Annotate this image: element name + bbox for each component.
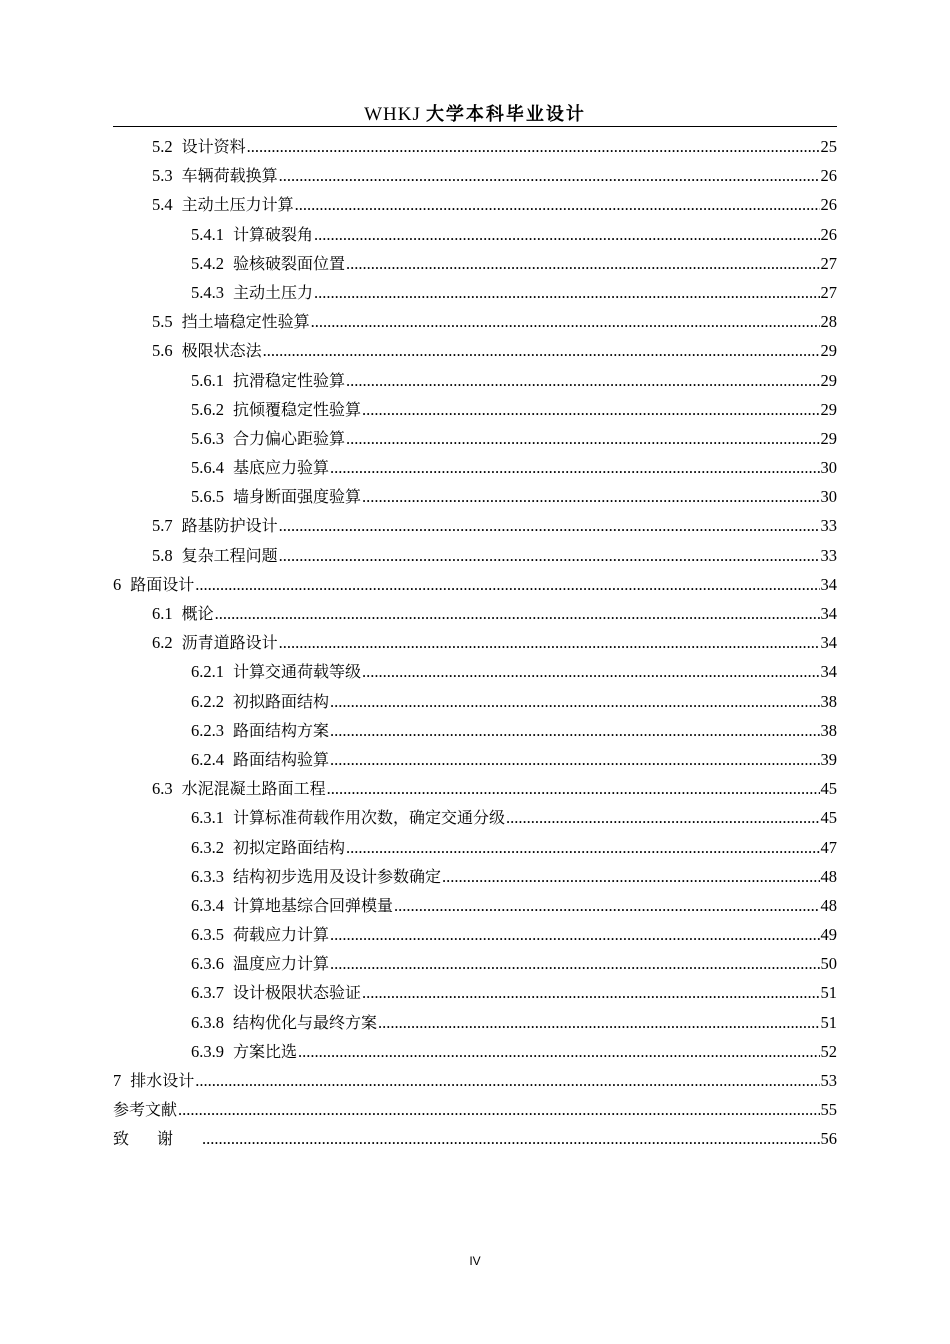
toc-dot-leader: [506, 808, 819, 828]
toc-dot-leader: [330, 954, 819, 974]
toc-entry-page: 51: [820, 1012, 837, 1032]
toc-entry-number: 5.6.4: [191, 458, 224, 478]
header-title: 大学本科毕业设计: [425, 104, 586, 125]
toc-dot-leader: [279, 546, 820, 566]
toc-entry[interactable]: [113, 251, 837, 280]
toc-entry-title: 合力偏心距验算: [233, 428, 346, 448]
toc-entry-number: 6.3.2: [191, 837, 224, 857]
toc-entry[interactable]: [113, 747, 837, 776]
toc-dot-leader: [378, 1013, 819, 1033]
toc-dot-leader: [195, 575, 819, 595]
toc-entry[interactable]: [113, 484, 837, 513]
toc-entry-title: 路面结构方案: [233, 720, 330, 740]
toc-entry-page: 34: [820, 633, 837, 653]
toc-dot-leader: [178, 1100, 819, 1120]
toc-dot-leader: [330, 692, 819, 712]
toc-entry[interactable]: [113, 192, 837, 221]
toc-entry[interactable]: [113, 397, 837, 426]
toc-entry-title: 复杂工程问题: [181, 545, 278, 565]
toc-dot-leader: [279, 516, 820, 536]
toc-entry-title: 排水设计: [130, 1071, 195, 1090]
toc-dot-leader: [327, 779, 820, 799]
toc-entry-title: 计算地基综合回弹模量: [233, 895, 394, 915]
toc-entry-page: 38: [820, 720, 837, 740]
toc-entry[interactable]: [113, 805, 837, 834]
toc-entry-number: 6.3.1: [191, 808, 224, 828]
toc-dot-leader: [442, 867, 819, 887]
toc-entry-title: 主动土压力: [233, 282, 314, 302]
toc-dot-leader: [346, 838, 819, 858]
toc-entry-title: 计算标准荷载作用次数，确定交通分级: [233, 808, 506, 828]
toc-entry-page: 56: [820, 1129, 837, 1149]
toc-dot-leader: [263, 341, 820, 361]
toc-dot-leader: [330, 750, 819, 770]
toc-dot-leader: [279, 166, 820, 186]
toc-entry-number: 6.2.2: [191, 691, 224, 711]
toc-entry-page: 26: [820, 224, 837, 244]
toc-dot-leader: [362, 400, 819, 420]
header-school-code: WHKJ: [364, 104, 421, 125]
toc-entry-page: 27: [820, 282, 837, 302]
toc-entry-title: 荷载应力计算: [233, 925, 330, 945]
toc-entry-number: 5.5: [152, 312, 173, 332]
toc-entry-title: 墙身断面强度验算: [233, 487, 362, 507]
toc-entry-number: 6.1: [152, 604, 173, 623]
toc-entry-page: 47: [820, 837, 837, 857]
toc-entry-title: 结构优化与最终方案: [233, 1012, 378, 1032]
toc-entry-page: 52: [820, 1041, 837, 1061]
toc-entry[interactable]: [113, 368, 837, 397]
toc-entry-number: 6.2.4: [191, 749, 224, 769]
toc-entry-title: 基底应力验算: [233, 458, 330, 478]
toc-entry-title: 抗倾覆稳定性验算: [233, 399, 362, 419]
toc-entry-number: 5.4.3: [191, 282, 224, 302]
toc-entry-page: 34: [820, 662, 837, 682]
toc-entry-title: 计算破裂角: [233, 224, 314, 244]
toc-entry[interactable]: [113, 572, 837, 601]
toc-entry-page: 45: [820, 808, 837, 828]
toc-entry-number: 6.3.6: [191, 954, 224, 974]
toc-entry-number: 6.3.7: [191, 983, 224, 1003]
toc-entry-number: 6.3.8: [191, 1012, 224, 1032]
toc-entry-number: 6.2.3: [191, 720, 224, 740]
toc-entry-title: 极限状态法: [181, 341, 262, 361]
toc-entry-number: 5.4.1: [191, 224, 224, 244]
table-of-contents: [113, 134, 837, 1156]
toc-entry-title: 初拟路面结构: [233, 691, 330, 711]
toc-entry-number: 5.4: [152, 195, 173, 215]
toc-entry-page: 50: [820, 954, 837, 974]
toc-entry-number: 6.3.3: [191, 866, 224, 886]
toc-entry-number: 6.2: [152, 633, 173, 653]
toc-entry-title: 设计资料: [181, 137, 246, 156]
toc-entry-page: 33: [820, 516, 837, 536]
toc-entry[interactable]: [113, 1126, 837, 1155]
toc-entry-page: 29: [820, 428, 837, 448]
toc-entry-number: 6.2.1: [191, 662, 224, 682]
toc-entry-title: 设计极限状态验证: [233, 983, 362, 1003]
toc-entry[interactable]: [113, 835, 837, 864]
toc-entry-page: 27: [820, 253, 837, 273]
toc-entry-number: 5.7: [152, 516, 173, 536]
toc-entry-page: 28: [820, 312, 837, 332]
toc-entry-page: 34: [820, 604, 837, 623]
toc-entry-page: 48: [820, 866, 837, 886]
toc-entry-page: 29: [820, 341, 837, 361]
toc-dot-leader: [346, 371, 819, 391]
toc-dot-leader: [362, 487, 819, 507]
toc-entry[interactable]: [113, 338, 837, 367]
toc-entry[interactable]: [113, 864, 837, 893]
toc-entry-page: 55: [820, 1100, 837, 1120]
toc-entry-number: 6: [113, 574, 122, 594]
toc-dot-leader: [330, 458, 819, 478]
toc-entry-title: 计算交通荷载等级: [233, 662, 362, 682]
toc-entry-title: 温度应力计算: [233, 954, 330, 974]
toc-entry-title: 抗滑稳定性验算: [233, 370, 346, 390]
toc-entry-title: 概论: [181, 604, 214, 623]
toc-dot-leader: [362, 983, 819, 1003]
toc-entry-title: 路基防护设计: [181, 516, 278, 536]
toc-dot-leader: [215, 604, 820, 624]
toc-entry-number: 5.6.5: [191, 487, 224, 507]
toc-entry[interactable]: [113, 951, 837, 980]
toc-entry-number: 7: [113, 1071, 122, 1090]
toc-entry-title: 挡土墙稳定性验算: [181, 312, 310, 332]
toc-entry-title: 水泥混凝土路面工程: [181, 779, 326, 799]
toc-entry-title: 方案比选: [233, 1041, 298, 1061]
toc-entry-page: 34: [820, 574, 837, 594]
toc-entry[interactable]: [113, 1010, 837, 1039]
toc-entry-page: 30: [820, 487, 837, 507]
toc-entry[interactable]: [113, 309, 837, 338]
toc-entry[interactable]: [113, 659, 837, 688]
toc-entry-page: 38: [820, 691, 837, 711]
toc-entry-title: 参考文献: [113, 1100, 178, 1120]
toc-entry-title: 沥青道路设计: [181, 633, 278, 653]
toc-entry-page: 33: [820, 545, 837, 565]
toc-entry-title: 初拟定路面结构: [233, 837, 346, 857]
toc-entry[interactable]: [113, 280, 837, 309]
toc-dot-leader: [346, 429, 819, 449]
toc-dot-leader: [279, 633, 820, 653]
toc-entry-page: 39: [820, 749, 837, 769]
toc-entry-number: 6.3.4: [191, 895, 224, 915]
toc-dot-leader: [298, 1042, 819, 1062]
toc-entry[interactable]: [113, 163, 837, 192]
toc-entry-page: 26: [820, 166, 837, 186]
toc-entry-number: 6.3: [152, 779, 173, 799]
toc-entry-number: 5.4.2: [191, 253, 224, 273]
toc-entry[interactable]: [113, 426, 837, 455]
toc-dot-leader: [330, 925, 819, 945]
toc-entry[interactable]: [113, 513, 837, 542]
toc-dot-leader: [394, 896, 819, 916]
toc-entry-page: 29: [820, 399, 837, 419]
toc-dot-leader: [311, 312, 820, 332]
toc-entry-page: 51: [820, 983, 837, 1003]
toc-entry[interactable]: [113, 630, 837, 659]
toc-entry-number: 5.6.2: [191, 399, 224, 419]
toc-entry-number: 6.3.9: [191, 1041, 224, 1061]
toc-entry-number: 5.2: [152, 137, 173, 156]
toc-entry-number: 5.6: [152, 341, 173, 361]
toc-dot-leader: [330, 721, 819, 741]
toc-entry[interactable]: [113, 893, 837, 922]
toc-entry[interactable]: [113, 455, 837, 484]
toc-entry[interactable]: [113, 922, 837, 951]
toc-entry-page: 49: [820, 925, 837, 945]
toc-entry[interactable]: [113, 222, 837, 251]
toc-entry-title: 车辆荷载换算: [181, 166, 278, 186]
toc-entry[interactable]: [113, 718, 837, 747]
toc-entry-page: 53: [820, 1071, 837, 1090]
toc-entry-number: 5.8: [152, 545, 173, 565]
toc-dot-leader: [247, 137, 820, 157]
toc-entry-page: 48: [820, 895, 837, 915]
toc-entry[interactable]: [113, 776, 837, 805]
toc-entry-number: 6.3.5: [191, 925, 224, 945]
toc-entry-number: 5.6.1: [191, 370, 224, 390]
toc-entry-number: 5.6.3: [191, 428, 224, 448]
toc-entry-title: 主动土压力计算: [181, 195, 294, 215]
page-number: IV: [469, 1254, 481, 1268]
page-header: [113, 100, 837, 127]
toc-entry[interactable]: [113, 601, 837, 630]
toc-entry-title: 路面设计: [130, 574, 195, 594]
toc-dot-leader: [362, 662, 819, 682]
toc-entry[interactable]: [113, 1097, 837, 1126]
toc-dot-leader: [202, 1129, 819, 1149]
toc-entry[interactable]: [113, 689, 837, 718]
toc-entry[interactable]: [113, 1039, 837, 1068]
toc-entry-title: 结构初步选用及设计参数确定: [233, 866, 442, 886]
toc-dot-leader: [346, 254, 819, 274]
toc-dot-leader: [295, 195, 820, 215]
toc-entry[interactable]: [113, 980, 837, 1009]
toc-entry-title: 路面结构验算: [233, 749, 330, 769]
toc-dot-leader: [195, 1071, 819, 1091]
toc-entry-number: 5.3: [152, 166, 173, 186]
toc-dot-leader: [314, 225, 819, 245]
toc-entry-title: 验核破裂面位置: [233, 253, 346, 273]
toc-entry-page: 30: [820, 458, 837, 478]
toc-entry[interactable]: [113, 134, 837, 163]
toc-entry-page: 26: [820, 195, 837, 215]
toc-entry-title: 致谢: [113, 1129, 202, 1149]
toc-entry-page: 25: [820, 137, 837, 156]
toc-entry[interactable]: [113, 1068, 837, 1097]
toc-entry-page: 45: [820, 779, 837, 799]
toc-dot-leader: [314, 283, 819, 303]
toc-entry-page: 29: [820, 370, 837, 390]
toc-entry[interactable]: [113, 543, 837, 572]
